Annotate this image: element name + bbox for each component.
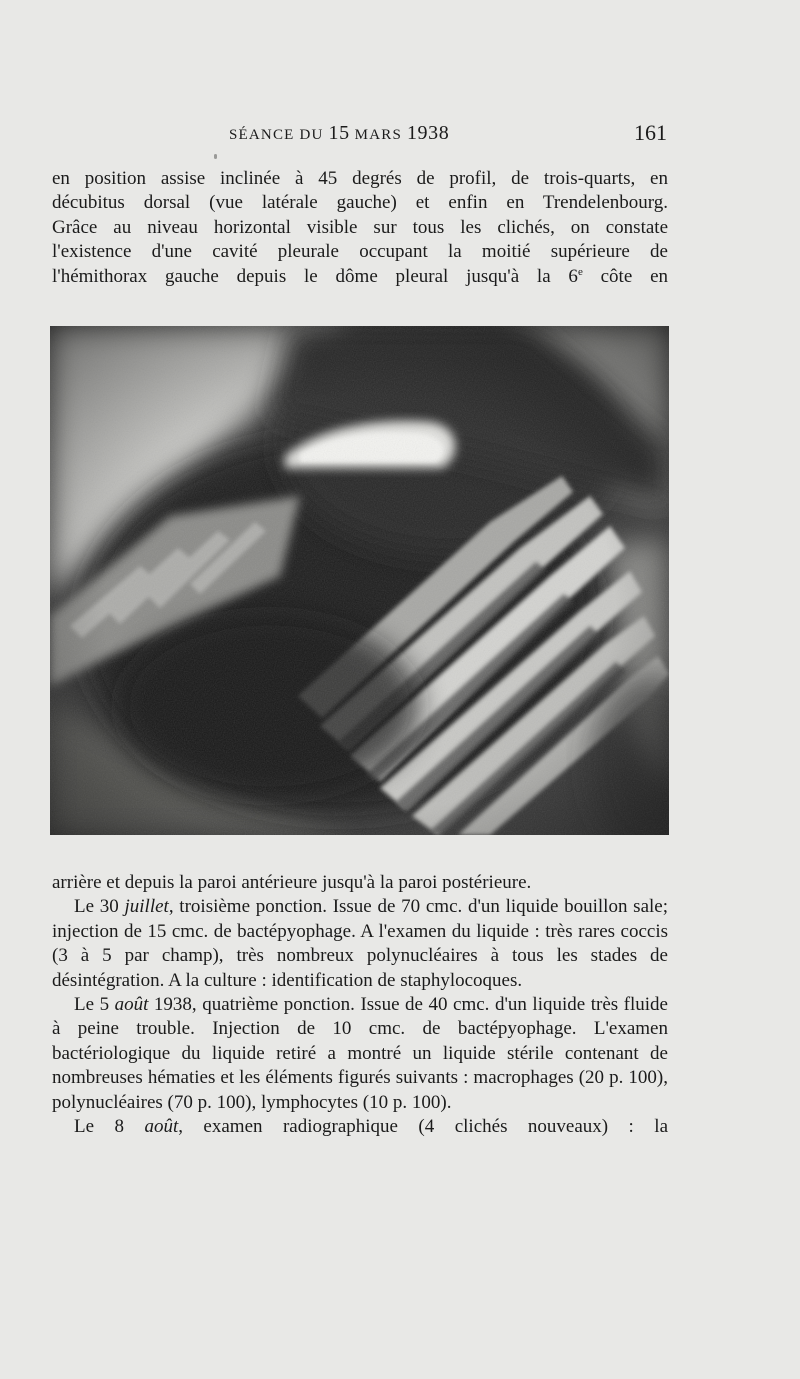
text-line: décubitus dorsal (vue latérale gauche) et enfin en Trendelenbourg. — [52, 192, 668, 214]
paragraph-body: , examen radiographique (4 clichés nouveaux) : la — [178, 1116, 668, 1138]
page-number: 161 — [634, 120, 667, 145]
paragraph-continued: arrière et depuis la paroi antérieure jusqu'à la paroi postérieure. — [52, 872, 532, 893]
paragraph-lead: Le 30 — [74, 896, 125, 918]
text-line-start: l'hémithorax gauche depuis le dôme pleural jusqu'à la 6 — [52, 265, 578, 287]
running-head-year: 1938 — [406, 122, 450, 144]
page-header — [0, 118, 800, 152]
running-head-session: SÉANCE DU — [229, 127, 329, 143]
date-italic: juillet — [124, 896, 169, 918]
chest-radiograph-icon — [50, 326, 669, 835]
running-head-day: 15 — [328, 122, 350, 144]
text-line: en position assise inclinée à 45 degrés de profil, de trois-quarts, en — [52, 168, 668, 189]
ordinal-superscript: e — [577, 265, 583, 278]
paragraph-lead: Le 5 — [74, 994, 115, 1016]
chest-radiograph-figure — [50, 326, 669, 835]
date-italic: août — [114, 994, 149, 1016]
paragraph-30-july — [52, 895, 668, 993]
text-line — [52, 265, 668, 289]
paragraph-8-august — [52, 1115, 668, 1139]
paragraph-body: 1938, quatrième ponction. Issue de 40 cmc. d'un liquide très fluide à peine trouble. Injection de 10 cmc. de bactépyophage. L'examen bactériologique du liquide retiré a montré un liquide stérile contenant de nombreuses hématies et les éléments figurés suivants : macrophages (20 p. 100), polynucléaires (70 p. 100), lymphocytes (10 p. 100). — [52, 994, 668, 1113]
date-italic: août — [144, 1116, 179, 1138]
bottom-paragraphs — [52, 871, 668, 1139]
scan-speck — [214, 154, 217, 159]
running-head — [229, 122, 449, 145]
paragraph-lead: Le 8 — [74, 1116, 145, 1138]
paragraph-body: , troisième ponction. Issue de 70 cmc. d'un liquide bouillon sale; injection de 15 cmc. de bactépyophage. A l'examen du liquide : très rares coccis (3 à 5 par champ), très nombreux polynucléaires à tous les stades de désintégration. A la culture : identification de staphylocoques. — [52, 896, 668, 991]
running-head-month: MARS — [349, 127, 407, 143]
paragraph-5-august — [52, 993, 668, 1115]
top-paragraph — [52, 167, 668, 289]
text-line: Grâce au niveau horizontal visible sur tous les clichés, on constate — [52, 216, 668, 238]
text-line-end: côte en — [582, 265, 668, 287]
text-line: l'existence d'une cavité pleurale occupant la moitié supérieure de — [52, 241, 668, 263]
